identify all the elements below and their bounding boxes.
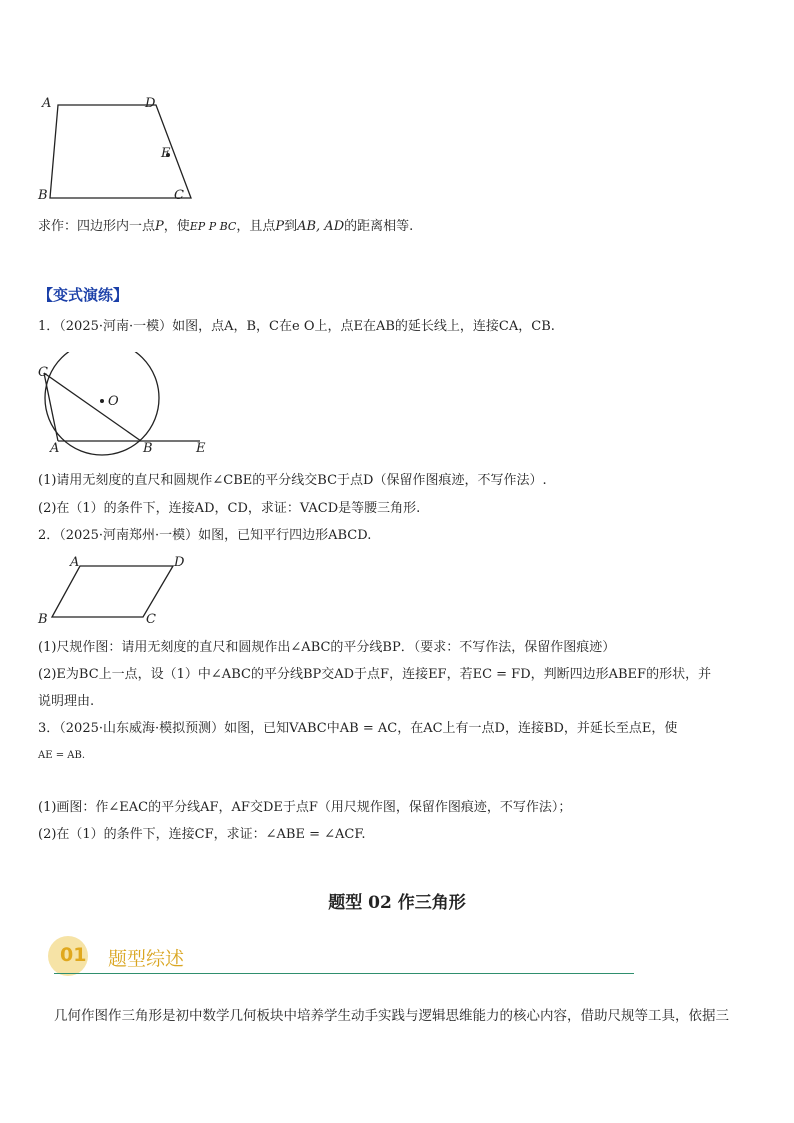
fig1-label-b: B [38, 188, 48, 203]
summary-badge-number: 01 [60, 944, 87, 966]
parallelogram-figure [40, 556, 190, 626]
question-3-part-2: (2)在（1）的条件下，连接CF，求证：∠ABE = ∠ACF. [38, 827, 366, 842]
fig1-label-c: C [174, 188, 184, 203]
question-2-part-2b: 说明理由. [38, 694, 95, 709]
fig2-label-o: O [108, 394, 119, 409]
question-2-part-2a: (2)E为BC上一点，设（1）中∠ABC的平分线BP交AD于点F，连接EF，若EC = FD，判断四边形ABEF的形状，并 [38, 667, 712, 682]
fig1-label-e: E [161, 146, 171, 161]
fig1-label-a: A [42, 96, 52, 111]
construction-task: 求作：四边形内一点P，使EP P BC，且点P到AB, AD的距离相等. [38, 219, 414, 234]
variant-practice-tag: 【变式演练】 [38, 286, 129, 304]
fig2-label-e: E [196, 441, 206, 456]
section-heading: 题型 02 作三角形 [328, 893, 466, 913]
summary-paragraph: 几何作图作三角形是初中数学几何板块中培养学生动手实践与逻辑思维能力的核心内容，借助尺规等工具，依据三 [54, 1008, 729, 1024]
fig3-label-a: A [70, 555, 80, 570]
question-1-part-1: (1)请用无刻度的直尺和圆规作∠CBE的平分线交BC于点D（保留作图痕迹，不写作法）. [38, 473, 547, 488]
fig2-label-a: A [50, 441, 60, 456]
question-1-text: 1．（2025·河南·一模）如图，点A，B，C在e O上，点E在AB的延长线上，连接CA，CB. [38, 319, 555, 334]
fig3-label-c: C [146, 612, 156, 627]
question-2-text: 2．（2025·河南郑州·一模）如图，已知平行四边形ABCD. [38, 528, 372, 543]
summary-divider [54, 973, 634, 974]
fig1-label-d: D [145, 96, 156, 111]
fig3-label-d: D [174, 555, 185, 570]
summary-title: 题型综述 [108, 948, 185, 970]
fig3-label-b: B [38, 612, 48, 627]
question-3-text-b: AE = AB. [38, 750, 86, 761]
question-3-part-1: (1)画图：作∠EAC的平分线AF，AF交DE于点F（用尺规作图，保留作图痕迹，不写作法）； [38, 800, 572, 815]
question-2-part-1: (1)尺规作图：请用无刻度的直尺和圆规作出∠ABC的平分线BP．（要求：不写作法，保留作图痕迹） [38, 640, 616, 655]
question-3-text-a: 3．（2025·山东威海·模拟预测）如图，已知VABC中AB = AC，在AC上有一点D，连接BD，并延长至点E，使 [38, 721, 678, 736]
fig2-label-c: C [38, 365, 48, 380]
fig2-label-b: B [143, 441, 153, 456]
question-1-part-2: (2)在（1）的条件下，连接AD，CD，求证：VACD是等腰三角形. [38, 501, 421, 516]
